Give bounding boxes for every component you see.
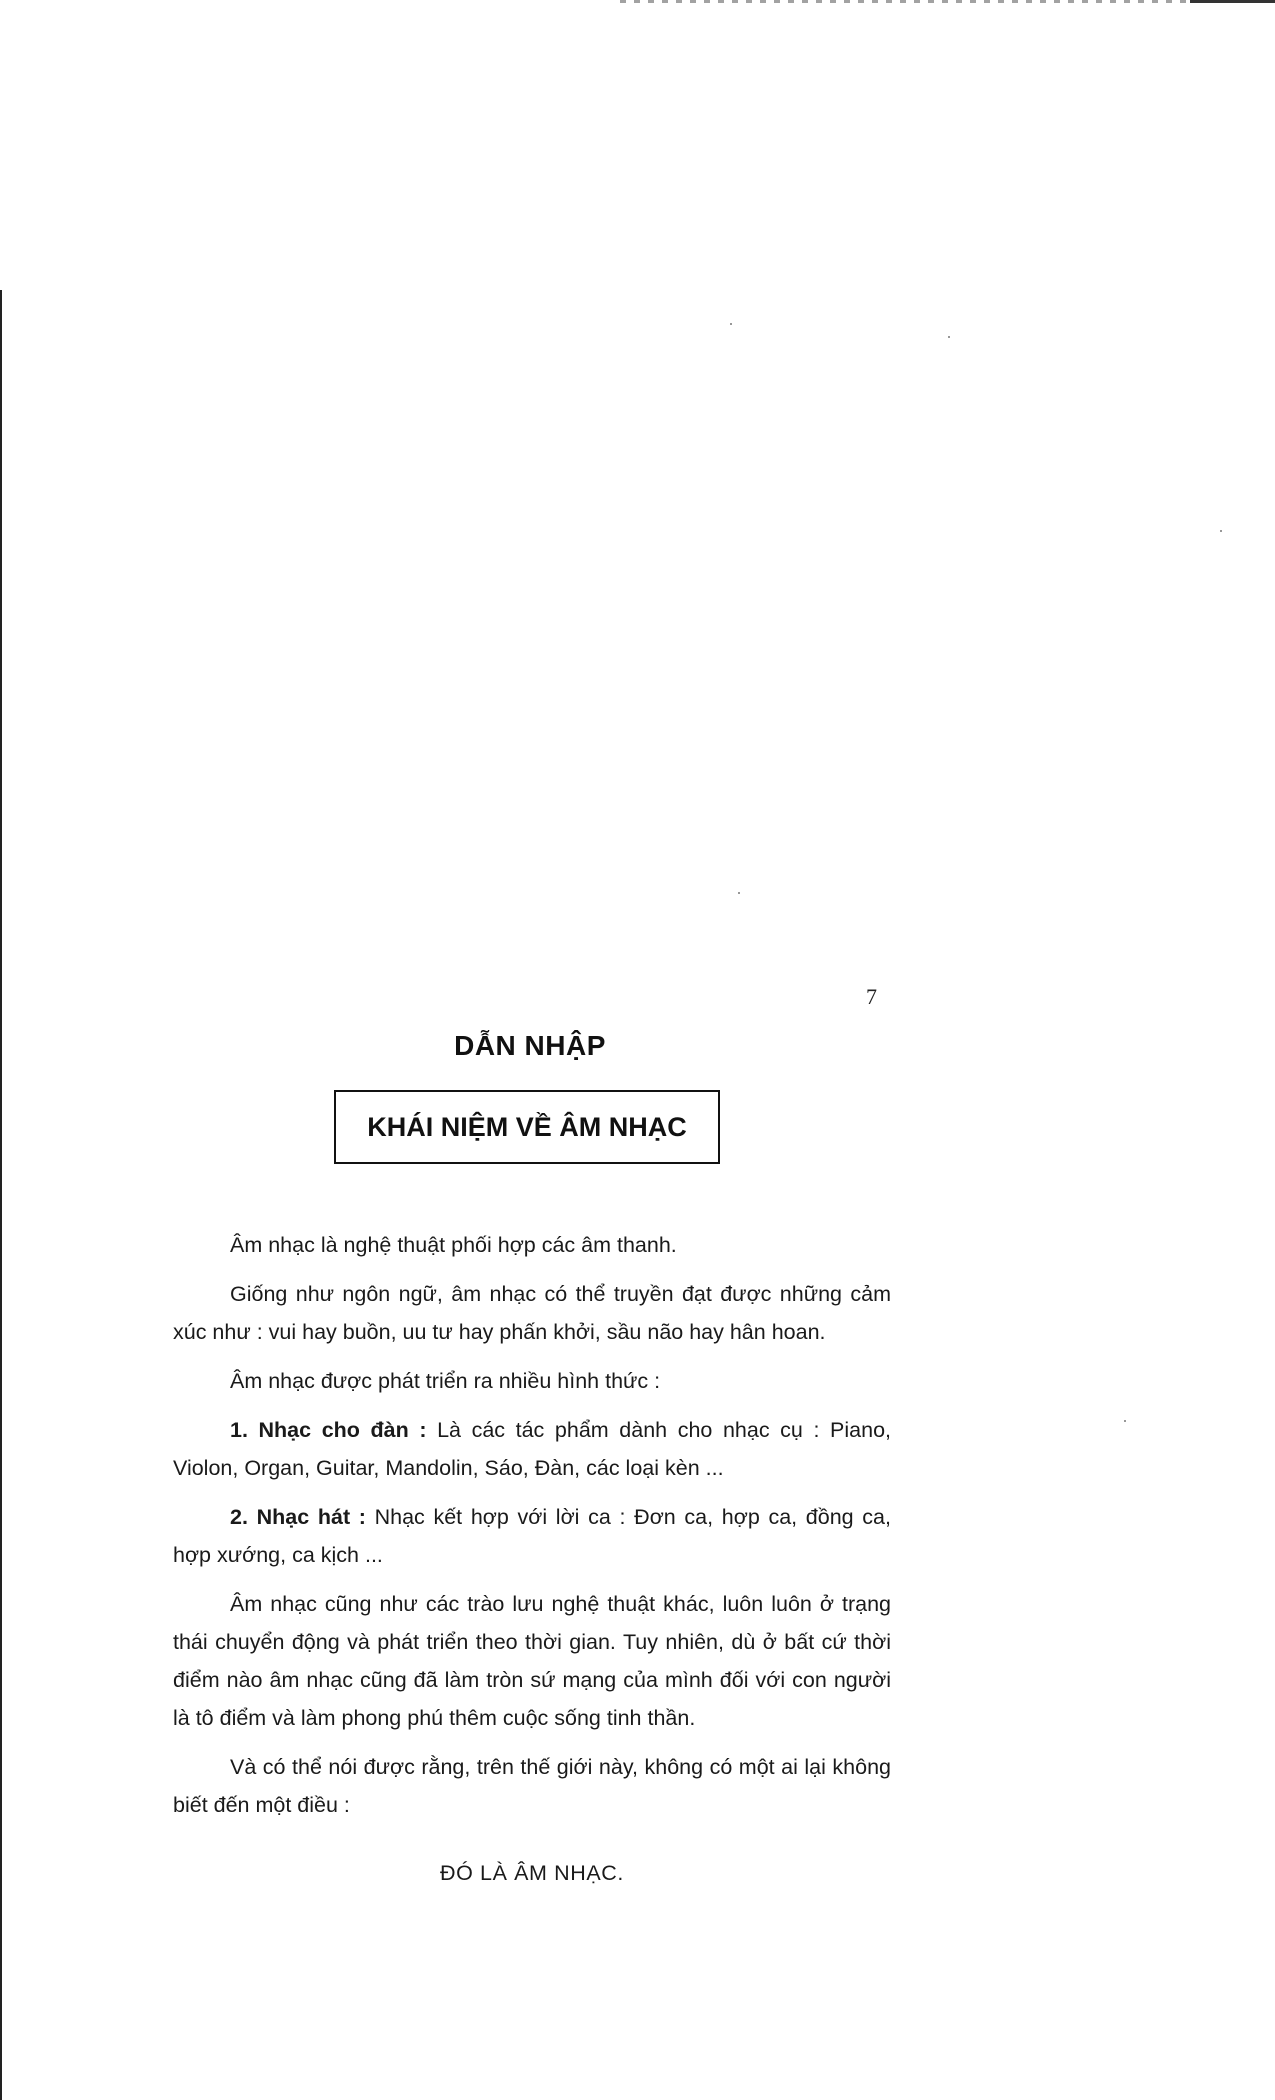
scan-artifact-left-edge bbox=[0, 290, 2, 2100]
list-item-vocal-label: 2. Nhạc hát : bbox=[230, 1505, 366, 1529]
body-text bbox=[173, 1226, 891, 1892]
scan-speck bbox=[738, 892, 740, 894]
scan-artifact-top-right bbox=[1190, 0, 1275, 3]
scan-speck bbox=[1220, 530, 1222, 532]
boxed-title: KHÁI NIỆM VỀ ÂM NHẠC bbox=[367, 1111, 687, 1142]
paragraph-2: Giống như ngôn ngữ, âm nhạc có thể truyền đạt được những cảm xúc như : vui hay buồn, uu tư hay phấn khởi, sầu não hay hân hoan. bbox=[173, 1282, 891, 1344]
section-title: DẪN NHẬP bbox=[454, 1030, 606, 1061]
boxed-title-frame bbox=[334, 1090, 720, 1164]
closing-line: ĐÓ LÀ ÂM NHẠC. bbox=[439, 1861, 624, 1885]
list-item-vocal-text: Nhạc kết hợp với lời ca : Đơn ca, hợp ca, đồng ca, hợp xướng, ca kịch ... bbox=[173, 1505, 891, 1567]
list-item-instrumental bbox=[173, 1411, 891, 1487]
paragraph-3: Âm nhạc được phát triển ra nhiều hình thức : bbox=[230, 1369, 661, 1393]
paragraph-1: Âm nhạc là nghệ thuật phối hợp các âm thanh. bbox=[230, 1233, 677, 1257]
paragraph-4: Âm nhạc cũng như các trào lưu nghệ thuật khác, luôn luôn ở trạng thái chuyển động và phát triển theo thời gian. Tuy nhiên, dù ở bất cứ thời điểm nào âm nhạc cũng đã làm tròn sứ mạng của mình đối với con người là tô điểm và làm phong phú thêm cuộc sống tinh thần. bbox=[173, 1592, 891, 1730]
scan-speck bbox=[730, 323, 732, 325]
scan-speck bbox=[948, 336, 950, 338]
list-item-instrumental-label: 1. Nhạc cho đàn : bbox=[230, 1418, 427, 1442]
paragraph-5: Và có thể nói được rằng, trên thế giới này, không có một ai lại không biết đến một điều : bbox=[173, 1755, 891, 1817]
list-item-vocal bbox=[173, 1498, 891, 1574]
list-item-instrumental-text: Là các tác phẩm dành cho nhạc cụ : Piano, Violon, Organ, Guitar, Mandolin, Sáo, Đàn, các loại kèn ... bbox=[173, 1418, 891, 1480]
page-number: 7 bbox=[866, 984, 877, 1009]
scan-artifact-top bbox=[620, 0, 1275, 3]
scan-speck bbox=[1124, 1420, 1126, 1422]
